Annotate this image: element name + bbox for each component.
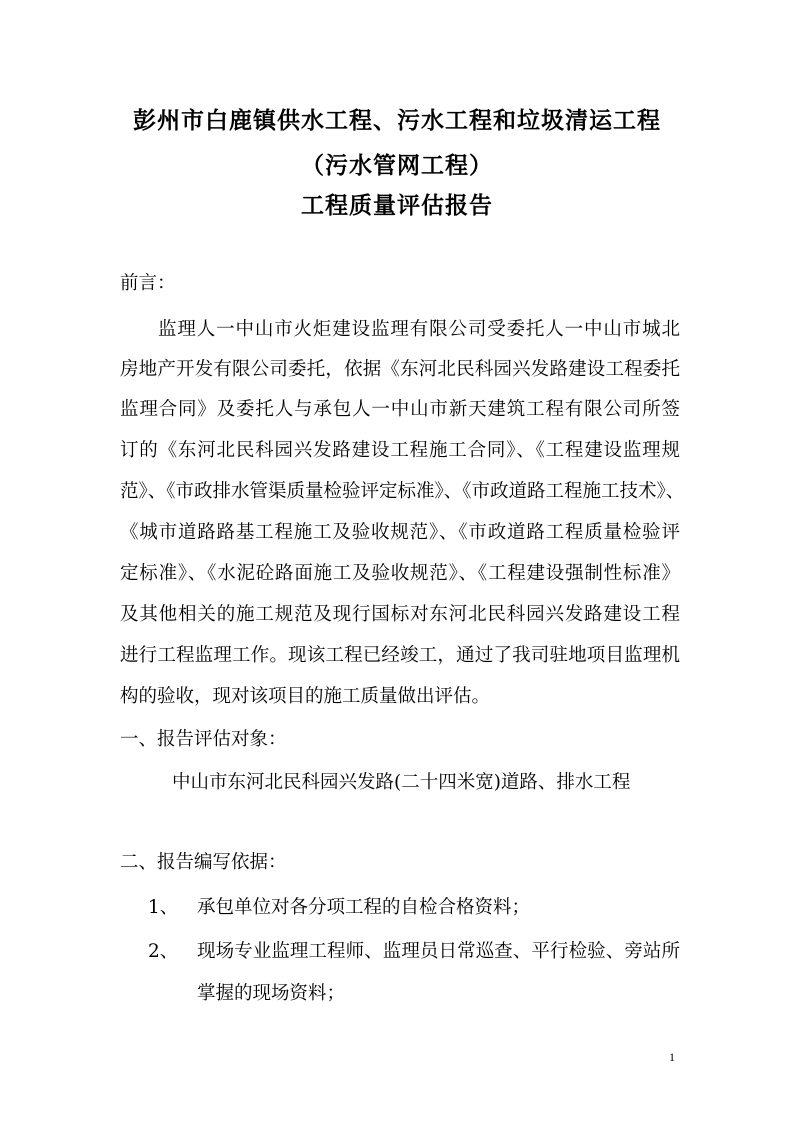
preface-line-3: 监理合同》及委托人与承包人一中山市新天建筑工程有限公司所签 (120, 399, 680, 420)
preface-line-2: 房地产开发有限公司委托，依据《东河北民科园兴发路建设工程委托 (120, 359, 680, 380)
section-1-body: 中山市东河北民科园兴发路(二十四米宽)道路、排水工程 (172, 772, 631, 793)
section-2-heading: 二、报告编写依据： (120, 852, 287, 873)
title-line-1: 彭州市白鹿镇供水工程、污水工程和垃圾清运工程 (133, 107, 661, 134)
preface-line-5: 范》、《市政排水管渠质量检验评定标准》、《市政道路工程施工技术》、 (120, 481, 685, 502)
item-1-number: 1、 (148, 897, 179, 918)
preface-line-6: 《城市道路路基工程施工及验收规范》、《市政道路工程质量检验评 (120, 522, 680, 543)
item-1-text: 承包单位对各分项工程的自检合格资料； (197, 897, 531, 918)
preface-heading: 前言： (120, 273, 176, 294)
preface-line-10: 构的验收，现对该项目的施工质量做出评估。 (120, 686, 491, 707)
item-2-number: 2、 (148, 941, 179, 962)
section-1-heading: 一、报告评估对象： (120, 729, 287, 750)
title-line-3: 工程质量评估报告 (301, 192, 493, 219)
preface-line-1: 监理人一中山市火炬建设监理有限公司受委托人一中山市城北 (158, 319, 680, 340)
preface-line-4: 订的《东河北民科园兴发路建设工程施工合同》、《工程建设监理规 (120, 440, 680, 461)
item-2-text-line-2: 掌握的现场资料； (197, 983, 346, 1004)
item-2-text-line-1: 现场专业监理工程师、监理员日常巡查、平行检验、旁站所 (197, 941, 680, 962)
preface-line-7: 定标准》、《水泥砼路面施工及验收规范》、《工程建设强制性标准》 (120, 563, 680, 584)
title-line-2: （污水管网工程） (301, 152, 493, 179)
preface-line-9: 进行工程监理工作。现该工程已经竣工，通过了我司驻地项目监理机 (120, 645, 680, 666)
page-number: 1 (669, 1050, 675, 1064)
preface-line-8: 及其他相关的施工规范及现行国标对东河北民科园兴发路建设工程 (120, 604, 680, 625)
